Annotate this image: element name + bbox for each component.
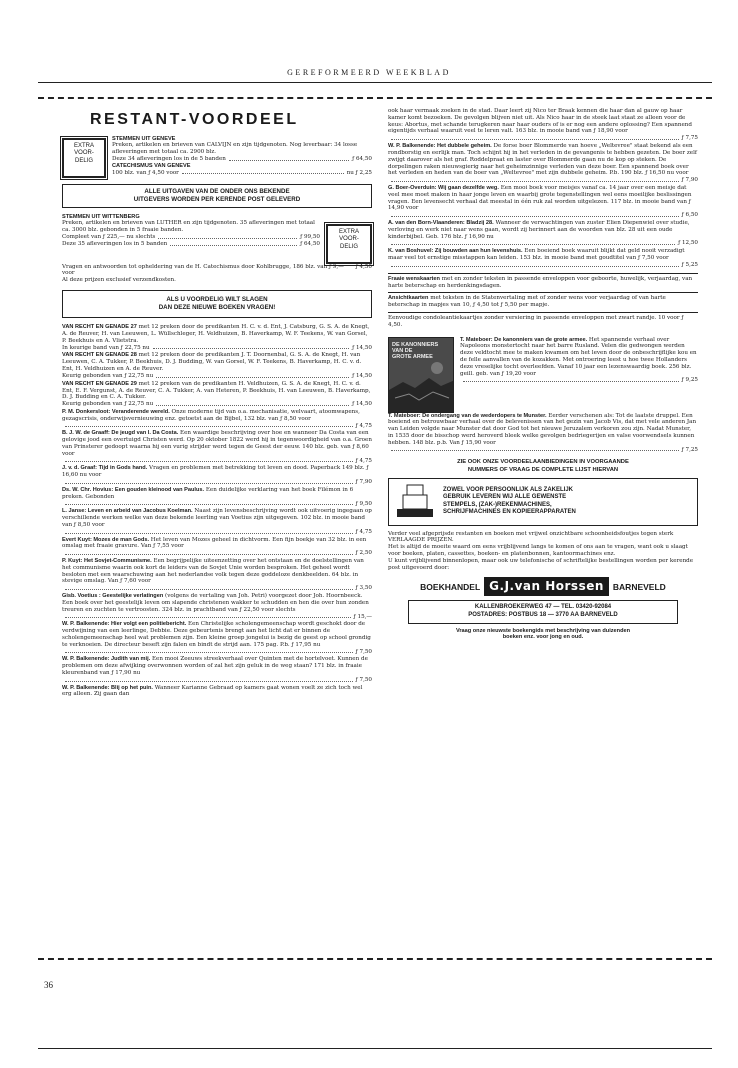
- book-price: ƒ 4,75: [355, 422, 372, 429]
- dot-leader: [463, 377, 679, 382]
- section-title: RESTANT-VOORDEEL: [90, 111, 299, 128]
- book-title: K. van Boshuvel: Zij bouwden aan hun levenshuis.: [388, 248, 523, 255]
- price-line: Keurig gebonden van ƒ 22,75 nu: [62, 401, 154, 408]
- price-row: [388, 447, 698, 454]
- address-box: [408, 600, 678, 624]
- price-line: Keurig gebonden van ƒ 22,75 nu: [62, 372, 154, 379]
- wittenberg-description: Preken, artikelen en brieven van LUTHER en zijn tijdgenoten. 35 afleveringen met totaal ca. 3000 blz. gebonden in 5 fraaie banden.: [62, 220, 315, 234]
- card-offer: [388, 273, 698, 292]
- cards-block: [388, 273, 698, 331]
- card-description: met en zonder teksten in passende enveloppen voor geboorte, huwelijk, verjaardag, van harte beterschap en herdenkingsdagen.: [388, 275, 693, 289]
- card-offer: [388, 292, 698, 311]
- book-entry: [62, 656, 372, 683]
- price-row: [388, 135, 698, 142]
- price-row: [62, 649, 372, 656]
- book-entry: [62, 685, 372, 699]
- price-row: [62, 423, 372, 430]
- kohlbrugge-line: Vragen en antwoorden tot opheldering van de H. Catechismus door Kohlbrugge, 186 blz. van ƒ 9,— voor: [62, 263, 344, 277]
- closing-paragraph: Verder veel afgeprijsde restanten en boeken met vrijwel onzichtbare schoonheidsfoutjes tegen sterk VERLAAGDE PRIJZEN.: [388, 530, 674, 544]
- notice-line: ALLE UITGAVEN VAN DE ONDER ONS BEKENDE: [144, 187, 290, 195]
- geneve-line: Deze 34 afleveringen los in de 5 banden: [112, 155, 226, 162]
- book-price: ƒ 3,50: [355, 585, 372, 592]
- book-entry: [388, 143, 698, 184]
- book-entry: [62, 487, 372, 507]
- price-note: Al deze prijzen exclusief verzendkosten.: [62, 277, 176, 284]
- dot-leader: [65, 501, 353, 506]
- book-title: W. P. Balkenende: Het dubbele geheim.: [388, 143, 492, 150]
- price-line: In keurige band van ƒ 22,75 nu: [62, 344, 150, 351]
- dot-leader: [391, 212, 679, 217]
- book-description: ook haar vermaak zoeken in de stad. Daar leert zij Nico ter Braak kennen die haar dan al gauw op haar kamer komt bezoeken. De gevolgen blijven niet uit. Als Nico haar in de steek laat staat ze alleen voor de keus: Abortus, met schande terugkeren naar haar ouders of is er nog een andere oplossing? Een spannend eigentijds verhaal waaruit veel te leren valt. 163 blz. in mooie band van ƒ 18,90 voor: [388, 108, 692, 135]
- price-row: [388, 177, 698, 184]
- dot-leader: [65, 550, 353, 555]
- logo-right-text: BARNEVELD: [612, 581, 666, 592]
- header-rule: [38, 82, 712, 83]
- book-entry: [388, 185, 698, 219]
- bookshop-logo: [388, 577, 698, 596]
- logo-left-text: BOEKHANDEL: [420, 581, 481, 592]
- price-row: [62, 614, 372, 621]
- dot-leader: [153, 345, 350, 350]
- dot-leader: [65, 677, 353, 682]
- book-price: ƒ 7,25: [681, 446, 698, 453]
- notice-line: ALS U VOORDELIG WILT SLAGEN: [166, 296, 268, 304]
- book-description: Wanneer de verwachtingen van zuster Elien Diepenwiel over studie, verloving en werk niet naar wens gaan, wordt zij herinnert aan de woorden van blz. 28 uit een oude kinderbijbel. Geb. 176 blz. ƒ 16,90 nu: [388, 220, 690, 240]
- book-entry: [62, 593, 372, 620]
- book-price: ƒ 12,50: [678, 240, 698, 247]
- book-price: ƒ 5,25: [681, 261, 698, 268]
- book-description: Het leven van Mozes geheel in dichtvorm. Een fijn boekje van 32 blz. in een omslag met fraaie gravure. Van ƒ 7,55 voor: [62, 536, 367, 550]
- stamp-line: EXTRA: [73, 142, 94, 149]
- wittenberg-price: ƒ 99,50: [300, 234, 320, 241]
- book-description: Onze moderne tijd van o.a. mechanisatie, welvaart, atoomwapens, gezagscrisis, onderwijsvernieuwing enz. getoetst aan de Bijbel, 132 blz. van ƒ 8,50 voor: [62, 408, 360, 422]
- ad-line: GEBRUIK LEVEREN WIJ ALLE GEWENSTE: [443, 494, 567, 501]
- book-entry: [62, 465, 372, 485]
- book-price: ƒ 4,75: [355, 528, 372, 535]
- book-description: Eerder verschenen als: Tot de laatste druppel. Een boeiend en betrouwbaar verhaal over de belevenissen van het gezin van Jacob Vis, dat met vele anderen Jan van Leiden volgde naar Munster dat door God tot het nieuwe Jeruzalem verkoren zou zijn. Nadat Munster, in 1535 door de bisschop werd heroverd bleek welke gevolgen bedriegerijen en valse voorwendsels kunnen hebben. 148 blz. p.b. Van ƒ 15,90 voor: [388, 412, 697, 446]
- price-row: [62, 501, 372, 508]
- dot-leader: [391, 177, 679, 182]
- book-entry: [388, 220, 698, 247]
- book-entry: [62, 324, 372, 351]
- price-row: [388, 262, 698, 269]
- book-entry: [388, 248, 698, 268]
- book-title: W. P. Balkenende: Hier volgt een politiebericht.: [62, 621, 187, 628]
- stamp-line: EXTRA: [338, 228, 359, 235]
- price-row: [62, 373, 372, 380]
- mateboer-block: [388, 337, 698, 413]
- stamp-line: VOOR-: [74, 150, 94, 157]
- page-number: 36: [44, 980, 53, 990]
- book-cover-title: [392, 342, 438, 361]
- stamp-line: VOOR-: [339, 236, 359, 243]
- book-title: L. Janse: Leven en arbeid van Jacobus Koelman.: [62, 508, 193, 515]
- geneve-price: ƒ 64,50: [352, 155, 372, 162]
- card-offer: [388, 312, 698, 331]
- cover-line: DE KANONNIERS: [392, 341, 439, 348]
- kohlbrugge-price: ƒ 4,50: [355, 263, 372, 270]
- book-price: ƒ 7,90: [681, 177, 698, 184]
- book-price: ƒ 6,50: [681, 212, 698, 219]
- right-column: [388, 108, 698, 641]
- book-description: Wanneer Karianne Gebraad op kamers gaat wonen voelt ze zich toch wel erg alleen. Zij gaan dan: [62, 684, 363, 698]
- geneve-heading: STEMMEN UIT GENEVE: [112, 135, 176, 142]
- book-title: A. van den Born-Vlaanderen: Bladzij 28.: [388, 220, 494, 226]
- book-price: ƒ 7,50: [355, 648, 372, 655]
- price-row: [62, 479, 372, 486]
- dot-leader: [65, 458, 353, 463]
- book-description: Naast zijn levensbeschrijving wordt ook uitvoerig ingegaan op verschillende werken welke van deze bekende leerling van Voetius zijn uitgegeven. 102 blz. in mooie band van ƒ 8,50 voor: [62, 508, 372, 528]
- notice-line: UITGEVERS WORDEN PER KERENDE POST GELEVERD: [133, 195, 301, 203]
- footer-line: boeken enz. voor jong en oud.: [502, 634, 584, 641]
- book-price: ƒ 2,50: [355, 550, 372, 557]
- top-dashed-rule: [38, 97, 712, 101]
- book-description: Een boeiend boek waaruit blijkt dat geld nooit verzadigt maar veel tot ernstige misstappen kan leiden. 153 blz. in mooie band met goudtitel van ƒ 7,50 voor: [388, 248, 685, 262]
- book-description: Een mooi boek voor meisjes vanaf ca. 14 jaar over een meisje dat veel mee moet maken in haar jonge leven en waarbij grote tegenstellingen wel eens moeilijke beslissingen vragen. Een levensecht verhaal dat meestal in één ruk zal worden uitgelezen. 117 blz. in mooie band van ƒ 14,90 voor: [388, 184, 692, 212]
- extra-voordelig-stamp: [62, 138, 106, 178]
- price-row: [62, 585, 372, 592]
- notice-new-books: [62, 290, 372, 318]
- book-price: ƒ 9,25: [681, 377, 698, 384]
- book-description: Vragen en problemen met betrekking tot leven en dood. Paperback 149 blz. ƒ 16,60 nu voor: [62, 465, 369, 479]
- notice-all-publications: [62, 184, 372, 208]
- book-description: Een duidelijke verklaring van het boek Filémon in 6 preken. Gebonden: [62, 486, 354, 500]
- book-price: ƒ 14,50: [352, 372, 372, 379]
- book-title: G. Boer-Overduin: Wij gaan dezelfde weg.: [388, 184, 499, 191]
- right-book-list: [388, 108, 698, 269]
- catechismus-heading: CATECHISMUS VAN GENEVE: [112, 162, 191, 169]
- stamp-machine-icon: [393, 483, 437, 521]
- book-price: ƒ 4,75: [355, 457, 372, 464]
- book-entry: [62, 352, 372, 379]
- book-entry: [62, 537, 372, 557]
- dot-leader: [65, 479, 353, 484]
- book-title: T. Mateboer: De kanonniers van de grote armee.: [460, 336, 588, 343]
- book-entry: [388, 413, 698, 454]
- book-description: Het spannende verhaal over Napoleons monstertocht naar het barre Rusland. Velen die gedwongen werden deze veldtocht mee te maken kwamen om het leven door de onbeschrijflijke kou en de felle aanvallen van de kozakken. Met ontroering leest u hoe twee Hollanders deze vreselijke tocht overleefden. Vanaf 10 jaar een lezenswaardig boek. 256 blz. geill. geb. van ƒ 19,20 voor: [460, 336, 697, 377]
- book-entry: [62, 381, 372, 408]
- closing-text: [388, 531, 698, 572]
- geneve-text: [112, 136, 372, 178]
- address-line: POSTADRES: POSTBUS 18 — 3770 AA BARNEVELD: [468, 611, 618, 618]
- dot-leader: [65, 423, 353, 428]
- ad-line: ZOWEL VOOR PERSOONLIJK ALS ZAKELIJK: [443, 486, 574, 493]
- book-entry: [62, 508, 372, 535]
- closing-paragraph: U kunt vrijblijvend binnenlopen, maar ook uw telefonische of schriftelijke bestellingen worden per kerende post uitgevoerd door:: [388, 557, 694, 571]
- wittenberg-line: Compleet van ƒ 225,— nu slechts: [62, 234, 156, 241]
- book-entry: [62, 409, 372, 429]
- book-entry: [62, 558, 372, 592]
- price-row: [62, 345, 372, 352]
- wittenberg-block: [62, 214, 372, 264]
- geneve-block: [62, 136, 372, 178]
- wittenberg-line: Deze 35 afleveringen los in 5 banden: [62, 240, 168, 247]
- price-row: [62, 401, 372, 408]
- notice-previous-offers: [388, 459, 698, 473]
- wittenberg-price: ƒ 64,50: [300, 240, 320, 247]
- wittenberg-text: [62, 214, 320, 264]
- book-title: J. v. d. Graaf: Tijd in Gods hand.: [62, 465, 148, 472]
- dot-leader: [391, 447, 679, 452]
- price-row: [460, 377, 698, 384]
- price-row: [62, 677, 372, 684]
- dot-leader: [391, 240, 675, 245]
- book-entry: [460, 337, 698, 385]
- wittenberg-heading: STEMMEN UIT WITTENBERG: [62, 213, 140, 220]
- book-price: ƒ 7,90: [355, 479, 372, 486]
- book-title: Gisb. Voetius : Geestelijke verlatingen: [62, 593, 164, 600]
- dot-leader: [65, 649, 353, 654]
- book-title: B. J. W. de Graaff: De jeugd van I. Da Costa.: [62, 430, 179, 437]
- book-entry: [388, 108, 698, 142]
- logo-name: G.J.van Horssen: [484, 577, 609, 596]
- book-title: W. P. Balkenende: Judith van mij.: [62, 656, 151, 663]
- book-description: Een begrijpelijke uiteenzetting over het ontstaan en de doelstellingen van het communisme waarin ook kort de leiders van de Sovjet Unie worden besproken. Het geheel wordt besloten met een waarschuwing aan het nederlandse volk tegen deze goddeloze denkbeelden. 64 blz. in stevige omslag. Van ƒ 7,60 voor: [62, 558, 364, 585]
- card-title: Ansichtkaarten: [388, 295, 429, 302]
- price-row: [388, 212, 698, 219]
- book-price: ƒ 7,50: [355, 676, 372, 683]
- book-price: ƒ 14,50: [352, 344, 372, 351]
- office-supplies-text: [443, 487, 693, 516]
- cover-line: VAN DE: [392, 347, 413, 354]
- footer-line: Vraag onze nieuwste boekengids met beschrijving van duizenden: [455, 627, 631, 634]
- notice-line: DAN DEZE NIEUWE BOEKEN VRAGEN!: [158, 304, 276, 312]
- extra-voordelig-stamp: [326, 224, 372, 264]
- book-title: Ds. W. Chr. Hovius: Een gouden kleinood van Paulus.: [62, 486, 205, 493]
- mateboer-first-entry: [460, 337, 698, 413]
- price-row: [62, 458, 372, 465]
- price-row: [62, 550, 372, 557]
- book-price: ƒ 15,—: [353, 613, 372, 620]
- card-description: Eenvoudige condoleantiekaartjes zonder versiering in passende enveloppen met zwart randje. 10 voor ƒ 4,50.: [388, 314, 684, 328]
- book-price: ƒ 9,50: [355, 500, 372, 507]
- book-title: VAN RECHT EN GENADE 29: [62, 380, 137, 387]
- book-description: met 12 preken van de predikanten H. Veldhuizen, G. S. A. de Knegt, H. C. v. d. Ent, E. F. Vergunst, A. de Reuver, C. A. Tukker, A. van Heteren, P. Beekhuis, H. van Leeuwen, B. Haverkamp, D. J. Budding en C. A. Tukker.: [62, 380, 371, 401]
- book-description: De forse boer Blommerde van hoeve „Weltevree" staat bekend als een rondborstig en eerlijk man. Toch schijnt hij in het verleden in de gevangenis te hebben gezeten. De boer zelf zwijgt daarover als het graf. Roddelpraat en laster over Blommerde gaan nu de kop op steken. De dorpelingen raken nieuwsgierig naar het geheimzinnige verleden van deze boer. Een spannend boek over het verleden en heden van de boer van „Weltevree" met zijn dubbele geheim. P.b. 190 blz. ƒ 16,50 nu voor: [388, 143, 697, 177]
- book-price: ƒ 7,75: [681, 135, 698, 142]
- book-cover-image: [388, 337, 454, 413]
- book-title: P. Kuyt: Het Sovjet-Communisme.: [62, 558, 152, 565]
- bottom-rule: [38, 1048, 712, 1049]
- dot-leader: [156, 373, 349, 378]
- catechismus-line: 100 blz. van ƒ 4,50 voor: [112, 169, 179, 176]
- book-description: met 12 preken door de predikanten J. T. Doornenbal, G. S. A. de Knegt, H. van Leeuwen, C. A. Tukker, P. Beekhuis, D. J. Budding, W. van Gorsel, W. F. Teekens, B. Haverkamp, H. C. v. d. Ent, H. Veldhuizen en A. de Reuver.: [62, 352, 362, 373]
- dot-leader: [65, 585, 353, 590]
- book-title: VAN RECHT EN GENADE 28: [62, 352, 137, 359]
- card-title: Fraaie wenskaarten: [388, 275, 440, 282]
- bottom-dashed-rule: [38, 958, 712, 962]
- book-description: met 12 preken door de predikanten H. C. v. d. Ent, J. Catsburg, G. S. A. de Knegt, A. de Reuver, H. van Leeuwen, L. Wüllschleger, H. Veldhuizen, B. Haverkamp, W. F. Teekens, W. van Gorsel, P. Beekhuis en A. Vlietstra.: [62, 324, 370, 344]
- mateboer-second-entry: [388, 413, 698, 454]
- office-supplies-ad: [388, 478, 698, 526]
- book-entry: [62, 621, 372, 655]
- ad-line: SCHRIJFMACHINES EN KOPIEERAPPARATEN: [443, 508, 576, 515]
- geneve-description: Preken, artikelen en brieven van CALVIJN en zijn tijdgenoten. Nog leverbaar: 34 losse afleveringen met totaal ca. 2900 blz.: [112, 142, 358, 156]
- book-description: Een waardige beschrijving over hoe en wanneer Da Costa van een gelovige jood een overtuigd Christen werd. Op 20 oktober 1822 werd hij in tegenwoordigheid van o.a. Groen van Prinsterer gedoopt waarna hij een vurig strijder werd tegen de Geest der eeuw. 140 blz. geb. van ƒ 8,60 voor: [62, 430, 372, 457]
- cover-line: GROTE ARMEE: [392, 354, 433, 361]
- notice-line: ZIE OOK ONZE VOORDEELAANBIEDINGEN IN VOORGAANDE: [457, 459, 629, 466]
- left-column: [62, 108, 372, 699]
- dot-leader: [391, 135, 679, 140]
- dot-leader: [391, 262, 679, 267]
- book-description: Een mooi Zeeuws streekverhaal over Quinten met de hortelvoet. Kunnen de problemen om deze afwijking overwonnen worden of zal het zijn geluk in de weg staan? 171 blz. in fraaie kleurenband van ƒ 17,90 nu: [62, 656, 368, 677]
- dot-leader: [65, 529, 353, 534]
- stamp-line: DELIG: [339, 243, 358, 250]
- price-row: [388, 240, 698, 247]
- book-description: (volgens de vertaling van Joh. Petri) voorgezet door Joh. Hoornbeeck. Een boek over het geestelijk leven om slapende christenen wakker te schudden en hen die over hun zonden treuren en zuchten te vertroosten. 324 blz. in prachtband van ƒ 22,50 voor slechts: [62, 593, 369, 613]
- dot-leader: [156, 401, 349, 406]
- left-book-list: [62, 324, 372, 698]
- closing-paragraph: Het is altijd de moeite waard om eens vrijblijvend langs te komen of ons aan te vragen, want ook u slaagt voor boeken, platen, cassettes, boeken- en platenbonnen, kantoormachines enz.: [388, 544, 688, 557]
- dot-leader: [65, 614, 351, 619]
- book-title: VAN RECHT EN GENADE 27: [62, 324, 137, 331]
- notice-line: NUMMERS OF VRAAG DE COMPLETE LIJST HIERVAN: [467, 466, 619, 473]
- address-line: KALLENBROEKERWEG 47 — TEL. 03420-92084: [474, 604, 612, 611]
- book-title: Evert Kuyt: Mozes de man Gods.: [62, 536, 150, 543]
- book-title: T. Mateboer: De ondergang van de wederdopers te Munster.: [388, 412, 547, 419]
- book-description: Een Christelijke scholengemeenschap wordt geschokt door de verdwijning van een leerlinge, Debbie. Deze gebeurtenis brengt aan het licht dat er binnen de scholengemeenschap heel wat problemen zijn. Een kleine groep jongelui is bezig de geest op school grondig te verknoeien. De directeur beseft zijn falen en bindt de strijd aan. 175 pag. P.b. ƒ 17,95 nu: [62, 621, 371, 648]
- footer-note: [388, 628, 698, 642]
- catechismus-price: nu ƒ 2,25: [346, 169, 372, 176]
- book-entry: [62, 430, 372, 464]
- price-row: [62, 529, 372, 536]
- ad-line: STEMPELS, (ZAK-)REKENMACHINES,: [443, 501, 552, 508]
- page-header: GEREFORMEERD WEEKBLAD: [287, 68, 451, 77]
- stamp-line: DELIG: [74, 157, 93, 164]
- book-price: ƒ 14,50: [352, 401, 372, 408]
- card-description: met teksten in de Statenvertaling met of zonder wens voor verjaardag of van harte beterschap in mapjes van 10, ƒ 4,50 tot ƒ 5,50 per mapje.: [388, 295, 666, 309]
- book-title: P. M. Donkersloot: Veranderende wereld.: [62, 408, 170, 415]
- book-title: W. P. Balkenende: Blij op het puin.: [62, 684, 153, 691]
